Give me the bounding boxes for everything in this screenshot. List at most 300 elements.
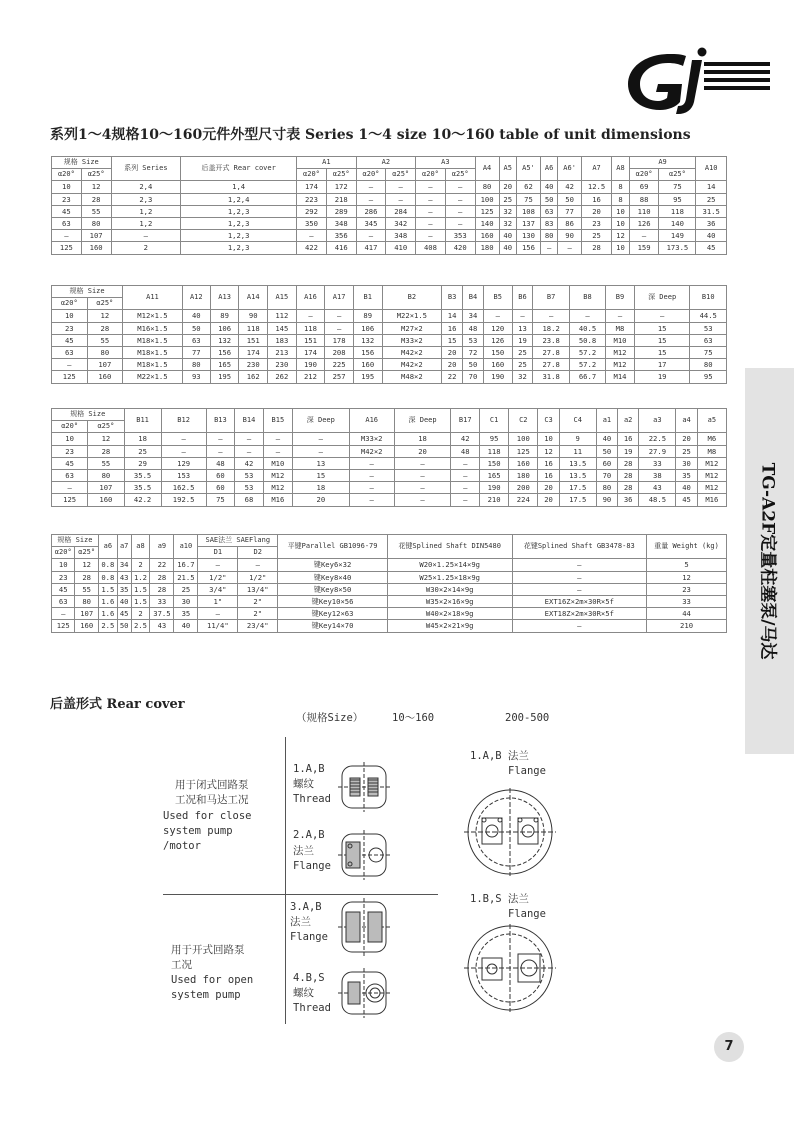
header-cell: α25° xyxy=(81,169,111,181)
table-cell: – xyxy=(356,193,386,205)
header-cell: B9 xyxy=(606,286,635,310)
table-cell: 10 xyxy=(52,433,88,445)
table-cell: – xyxy=(292,445,349,457)
table-cell: M48×2 xyxy=(382,371,442,383)
table-cell: – xyxy=(629,230,659,242)
header-cell: 后盖开式 Rear cover xyxy=(181,157,297,181)
header-cell: C1 xyxy=(480,409,509,433)
header-cell: B1 xyxy=(353,286,382,310)
table-cell: 22.5 xyxy=(639,433,676,445)
table-cell: 10 xyxy=(52,559,75,571)
table-cell: 88 xyxy=(629,193,659,205)
table-cell: 33 xyxy=(150,595,174,607)
table-cell: 149 xyxy=(659,230,696,242)
table-cell: – xyxy=(394,457,451,469)
variant-2-code: 2.A,B xyxy=(293,829,325,841)
table-cell: 18 xyxy=(394,433,451,445)
header-cell: B2 xyxy=(382,286,442,310)
table-cell: 34 xyxy=(463,310,484,322)
table-row xyxy=(52,583,727,595)
table-cell: – xyxy=(292,433,349,445)
table-cell: 90 xyxy=(239,310,268,322)
table-cell: W40×2×18×9g xyxy=(387,608,512,620)
table-cell: 75 xyxy=(206,494,235,506)
table-cell: 36 xyxy=(696,217,727,229)
table-cell: 38 xyxy=(639,469,676,481)
table-cell: 420 xyxy=(445,242,475,254)
table-cell: 50 xyxy=(540,193,557,205)
table-cell: 20 xyxy=(394,445,451,457)
table-cell: 195 xyxy=(353,371,382,383)
table-cell: 50 xyxy=(558,193,581,205)
table-cell: 34 xyxy=(117,559,131,571)
header-cell: B17 xyxy=(451,409,480,433)
table-cell: EXT16Z×2m×30R×5f xyxy=(512,595,647,607)
table-cell: 195 xyxy=(210,371,239,383)
table-cell: 25 xyxy=(174,583,198,595)
table-cell: 80 xyxy=(540,230,557,242)
header-cell: a1 xyxy=(596,409,617,433)
header-cell: B8 xyxy=(569,286,605,310)
table-cell: 72 xyxy=(463,346,484,358)
table-cell: 20 xyxy=(676,433,697,445)
table-cell: 342 xyxy=(386,217,416,229)
header-cell: A6' xyxy=(558,157,581,181)
table-cell: 160 xyxy=(88,494,124,506)
variant-2-cn: 法兰 xyxy=(293,845,314,857)
table-cell: 86 xyxy=(558,217,581,229)
header-cell: a6 xyxy=(98,535,117,559)
table-cell: 408 xyxy=(416,242,446,254)
variant-1-code: 1.A,B xyxy=(293,763,325,775)
table-cell: 80 xyxy=(475,181,499,193)
table-cell: 110 xyxy=(629,205,659,217)
table-cell: 37.5 xyxy=(150,608,174,620)
table-cell: 180 xyxy=(475,242,499,254)
table-cell: M16×1.5 xyxy=(123,322,183,334)
table-cell: 262 xyxy=(268,371,297,383)
header-cell: α20° xyxy=(52,421,88,433)
table-cell: 93 xyxy=(182,371,210,383)
table-cell: 112 xyxy=(268,310,297,322)
company-logo xyxy=(622,46,772,116)
table-cell: M33×2 xyxy=(382,334,442,346)
table-cell: 223 xyxy=(297,193,327,205)
table-cell: M14 xyxy=(606,371,635,383)
divider-vertical-bottom xyxy=(285,894,286,1024)
table-cell: 151 xyxy=(296,334,325,346)
table-cell: 1.2 xyxy=(131,571,150,583)
table-cell: 107 xyxy=(81,230,111,242)
header-cell: 深 Deep xyxy=(394,409,451,433)
table-cell: 23 xyxy=(647,583,727,595)
table-cell: 40 xyxy=(499,230,516,242)
table-cell: 83 xyxy=(540,217,557,229)
table-cell: 12 xyxy=(647,571,727,583)
table-cell: M18×1.5 xyxy=(123,359,183,371)
header-cell: A16 xyxy=(349,409,394,433)
table-cell: 1" xyxy=(198,595,238,607)
table-cell: 350 xyxy=(297,217,327,229)
table-cell: 2,4 xyxy=(111,181,181,193)
header-cell: α20° xyxy=(297,169,327,181)
table-cell: – xyxy=(512,559,647,571)
header-cell: B15 xyxy=(263,409,292,433)
table-cell: 23 xyxy=(52,445,88,457)
table-cell: 62 xyxy=(516,181,540,193)
divider-vertical-top xyxy=(285,737,286,894)
table-cell: – xyxy=(569,310,605,322)
table-cell: 11/4" xyxy=(198,620,238,632)
header-cell: B12 xyxy=(161,409,206,433)
table-row xyxy=(52,482,727,494)
table-cell: 200 xyxy=(509,482,538,494)
table-cell: 160 xyxy=(475,230,499,242)
table-cell: M18×1.5 xyxy=(123,346,183,358)
large-variant-1-code: 1.A,B 法兰 xyxy=(470,750,529,762)
table-cell: 40 xyxy=(117,595,131,607)
table-cell: 126 xyxy=(483,334,512,346)
table-cell: 95 xyxy=(659,193,696,205)
header-cell: A10 xyxy=(696,157,727,181)
table-cell: 36 xyxy=(618,494,639,506)
table-cell: – xyxy=(206,433,235,445)
table-cell: M6 xyxy=(697,433,726,445)
table-cell: 165 xyxy=(480,469,509,481)
table-cell: 63 xyxy=(52,469,88,481)
table-cell: 108 xyxy=(516,205,540,217)
table-cell: 417 xyxy=(356,242,386,254)
table-cell: 160 xyxy=(75,620,98,632)
table-cell: 32 xyxy=(499,217,516,229)
table-cell: – xyxy=(235,445,264,457)
table-cell: 2 xyxy=(111,242,181,254)
table-cell: 159 xyxy=(629,242,659,254)
table-cell: 172 xyxy=(326,181,356,193)
table-cell: EXT18Z×2m×30R×5f xyxy=(512,608,647,620)
header-cell: 规格 Size xyxy=(52,535,99,547)
table-cell: M16 xyxy=(263,494,292,506)
header-cell: α20° xyxy=(52,547,75,559)
header-cell: A13 xyxy=(210,286,239,310)
table-row xyxy=(52,322,727,334)
header-cell: 花键Splined Shaft DIN5480 xyxy=(387,535,512,559)
header-cell: α25° xyxy=(87,298,123,310)
header-cell: α25° xyxy=(326,169,356,181)
table-cell: 20 xyxy=(538,494,559,506)
header-cell: C2 xyxy=(509,409,538,433)
table-cell: M12 xyxy=(697,457,726,469)
table-cell: 53 xyxy=(690,322,727,334)
header-cell: α25° xyxy=(445,169,475,181)
table-cell: 13 xyxy=(512,322,533,334)
table-cell: – xyxy=(386,193,416,205)
table-cell: 156 xyxy=(210,346,239,358)
table-cell: 13.5 xyxy=(559,469,596,481)
table-cell: – xyxy=(349,482,394,494)
table-cell: 5 xyxy=(647,559,727,571)
table-cell: 190 xyxy=(480,482,509,494)
table-cell: 80 xyxy=(75,595,98,607)
table-cell: 15 xyxy=(634,334,690,346)
table-cell: 17 xyxy=(634,359,690,371)
table-cell: 2.5 xyxy=(131,620,150,632)
table-cell: 28 xyxy=(581,242,611,254)
closed-label-en-2: system pump xyxy=(163,825,233,837)
table-cell: M42×2 xyxy=(382,346,442,358)
table-cell: 40 xyxy=(182,310,210,322)
table-cell: M12×1.5 xyxy=(123,310,183,322)
table-cell: 1.6 xyxy=(98,608,117,620)
table-cell: 230 xyxy=(268,359,297,371)
thread-cover-drawing-1 xyxy=(336,762,392,812)
table-row xyxy=(52,469,727,481)
open-label-en-1: Used for open xyxy=(171,974,254,986)
table-cell: 180 xyxy=(509,469,538,481)
table-cell: – xyxy=(558,242,581,254)
table-cell: – xyxy=(512,620,647,632)
table-cell: 12.5 xyxy=(581,181,611,193)
table-cell: 80 xyxy=(690,359,727,371)
table-cell: W45×2×21×9g xyxy=(387,620,512,632)
table-row xyxy=(52,242,727,254)
table-cell: 45 xyxy=(696,242,727,254)
table-cell: W25×1.25×18×9g xyxy=(387,571,512,583)
table-cell: 63 xyxy=(182,334,210,346)
header-cell: 规格 Size xyxy=(52,286,123,298)
table-cell: 69 xyxy=(629,181,659,193)
table-cell: 20 xyxy=(292,494,349,506)
table-cell: 150 xyxy=(483,346,512,358)
header-cell: B5 xyxy=(483,286,512,310)
table-cell: – xyxy=(206,445,235,457)
table-cell: 1.5 xyxy=(98,583,117,595)
table-cell: 356 xyxy=(326,230,356,242)
header-cell: D1 xyxy=(198,547,238,559)
table-cell: 16 xyxy=(538,457,559,469)
table-cell: 43 xyxy=(150,620,174,632)
table-cell: 53 xyxy=(463,334,484,346)
dimension-table-2 xyxy=(51,285,727,384)
table-cell: 173.5 xyxy=(659,242,696,254)
side-tab xyxy=(745,368,794,754)
table-cell: 60 xyxy=(596,457,617,469)
closed-label-en-3: /motor xyxy=(163,840,201,852)
header-cell: B3 xyxy=(442,286,463,310)
table-header-row xyxy=(52,157,727,169)
table-row xyxy=(52,433,727,445)
table-cell: 40 xyxy=(540,181,557,193)
table-cell: 48 xyxy=(463,322,484,334)
table-cell: 9 xyxy=(559,433,596,445)
table-cell: 13.5 xyxy=(559,457,596,469)
table-cell: 106 xyxy=(210,322,239,334)
table-cell: – xyxy=(512,583,647,595)
table-header-row xyxy=(52,286,727,298)
table-cell: – xyxy=(325,310,354,322)
table-cell: 348 xyxy=(326,217,356,229)
header-cell: 花键Splined Shaft GB3478-83 xyxy=(512,535,647,559)
header-cell: 深 Deep xyxy=(292,409,349,433)
table-cell: 2" xyxy=(238,608,278,620)
table-cell: 75 xyxy=(516,193,540,205)
table-cell: 126 xyxy=(629,217,659,229)
closed-label-cn-1: 用于闭式回路泵 xyxy=(175,779,249,791)
table-cell: 60 xyxy=(206,482,235,494)
table-cell: 160 xyxy=(483,359,512,371)
table-cell: 55 xyxy=(88,457,124,469)
table-cell: M33×2 xyxy=(349,433,394,445)
table-cell: 27.8 xyxy=(533,359,569,371)
page-number: 7 xyxy=(714,1032,744,1062)
table-cell: 28 xyxy=(618,469,639,481)
table-cell: 19 xyxy=(634,371,690,383)
table-cell: 25 xyxy=(124,445,161,457)
table-cell: 151 xyxy=(239,334,268,346)
table-cell: 2,3 xyxy=(111,193,181,205)
table-cell: 70 xyxy=(463,371,484,383)
table-cell: 218 xyxy=(326,193,356,205)
table-cell: 16.7 xyxy=(174,559,198,571)
table-cell: M12 xyxy=(697,469,726,481)
table-cell: 153 xyxy=(161,469,206,481)
table-cell: 40.5 xyxy=(569,322,605,334)
table-cell: – xyxy=(512,571,647,583)
table-cell: – xyxy=(533,310,569,322)
table-row xyxy=(52,181,727,193)
table-cell: – xyxy=(416,217,446,229)
table-cell: 162 xyxy=(239,371,268,383)
table-cell: 100 xyxy=(475,193,499,205)
table-cell: 80 xyxy=(87,346,123,358)
header-cell: A5' xyxy=(516,157,540,181)
table-cell: M22×1.5 xyxy=(123,371,183,383)
table-cell: 348 xyxy=(386,230,416,242)
table-cell: 29 xyxy=(124,457,161,469)
table-cell: 键Key8×50 xyxy=(278,583,388,595)
table-cell: 174 xyxy=(296,346,325,358)
table-cell: 125 xyxy=(52,620,75,632)
table-cell: 40 xyxy=(676,482,697,494)
header-cell: A3 xyxy=(416,157,476,169)
table-cell: 30 xyxy=(676,457,697,469)
table-cell: 12 xyxy=(75,559,98,571)
header-cell: α25° xyxy=(88,421,124,433)
header-cell: A8 xyxy=(612,157,629,181)
table-cell: 42 xyxy=(235,457,264,469)
closed-label-cn-2: 工况和马达工况 xyxy=(175,794,249,806)
dimension-table-1 xyxy=(51,156,727,255)
open-label-cn-1: 用于开式回路泵 xyxy=(171,944,245,956)
header-cell: B13 xyxy=(206,409,235,433)
table-cell: 63 xyxy=(690,334,727,346)
table-cell: 156 xyxy=(353,346,382,358)
table-cell: 8 xyxy=(612,181,629,193)
table-cell: 130 xyxy=(516,230,540,242)
table-row xyxy=(52,559,727,571)
closed-label-en-1: Used for close xyxy=(163,810,252,822)
table-cell: 12 xyxy=(81,181,111,193)
table-cell: – xyxy=(296,310,325,322)
variant-3-en: Flange xyxy=(290,931,328,943)
table-row xyxy=(52,595,727,607)
variant-1-cn: 螺纹 xyxy=(293,778,314,790)
header-cell: 重量 Weight (kg) xyxy=(647,535,727,559)
table-cell: 22 xyxy=(442,371,463,383)
table-row xyxy=(52,494,727,506)
table-cell: 63 xyxy=(52,346,88,358)
table-cell: 16 xyxy=(442,322,463,334)
table-cell: – xyxy=(483,310,512,322)
header-cell: A12 xyxy=(182,286,210,310)
table-cell: 10 xyxy=(52,310,88,322)
table-cell: – xyxy=(349,494,394,506)
table-cell: 107 xyxy=(87,359,123,371)
table-cell: 10 xyxy=(612,242,629,254)
table-cell: 90 xyxy=(596,494,617,506)
table-cell: – xyxy=(445,193,475,205)
table-cell: – xyxy=(416,193,446,205)
table-cell: 23 xyxy=(52,322,88,334)
table-row xyxy=(52,217,727,229)
table-cell: 15 xyxy=(634,322,690,334)
header-cell: B7 xyxy=(533,286,569,310)
table-cell: 42 xyxy=(558,181,581,193)
table-cell: – xyxy=(356,230,386,242)
table-cell: – xyxy=(235,433,264,445)
table-cell: 1,2 xyxy=(111,217,181,229)
table-cell: M12 xyxy=(263,482,292,494)
table-cell: – xyxy=(111,230,181,242)
table-cell: M42×2 xyxy=(382,359,442,371)
table-row xyxy=(52,359,727,371)
table-cell: 125 xyxy=(475,205,499,217)
table-cell: 174 xyxy=(297,181,327,193)
table-cell: 160 xyxy=(81,242,111,254)
table-cell: 33 xyxy=(647,595,727,607)
table-cell: 55 xyxy=(87,334,123,346)
table-cell: 1/2" xyxy=(198,571,238,583)
header-cell: α20° xyxy=(52,169,82,181)
table-cell: 107 xyxy=(75,608,98,620)
table-cell: 28 xyxy=(81,193,111,205)
table-cell: 45 xyxy=(117,608,131,620)
table-cell: 208 xyxy=(325,346,354,358)
header-cell: SAE法兰 SAEFlang xyxy=(198,535,278,547)
table-cell: 35.5 xyxy=(124,482,161,494)
table-cell: – xyxy=(445,217,475,229)
table-cell: 28 xyxy=(87,322,123,334)
table-cell: 89 xyxy=(353,310,382,322)
table-cell: 18.2 xyxy=(533,322,569,334)
table-cell: 32 xyxy=(499,205,516,217)
table-cell: 17.5 xyxy=(559,482,596,494)
table-cell: 键Key10×56 xyxy=(278,595,388,607)
table-cell: 118 xyxy=(659,205,696,217)
table-cell: – xyxy=(297,230,327,242)
flange-cover-drawing-2 xyxy=(336,830,392,880)
table-cell: M10 xyxy=(606,334,635,346)
table-cell: 44.5 xyxy=(690,310,727,322)
table-cell: – xyxy=(198,608,238,620)
table-row xyxy=(52,571,727,583)
table-cell: 125 xyxy=(509,445,538,457)
table-cell: 25 xyxy=(512,346,533,358)
table-cell: 192.5 xyxy=(161,494,206,506)
table-cell: 40 xyxy=(696,230,727,242)
table-cell: 43 xyxy=(639,482,676,494)
table-cell: 140 xyxy=(659,217,696,229)
